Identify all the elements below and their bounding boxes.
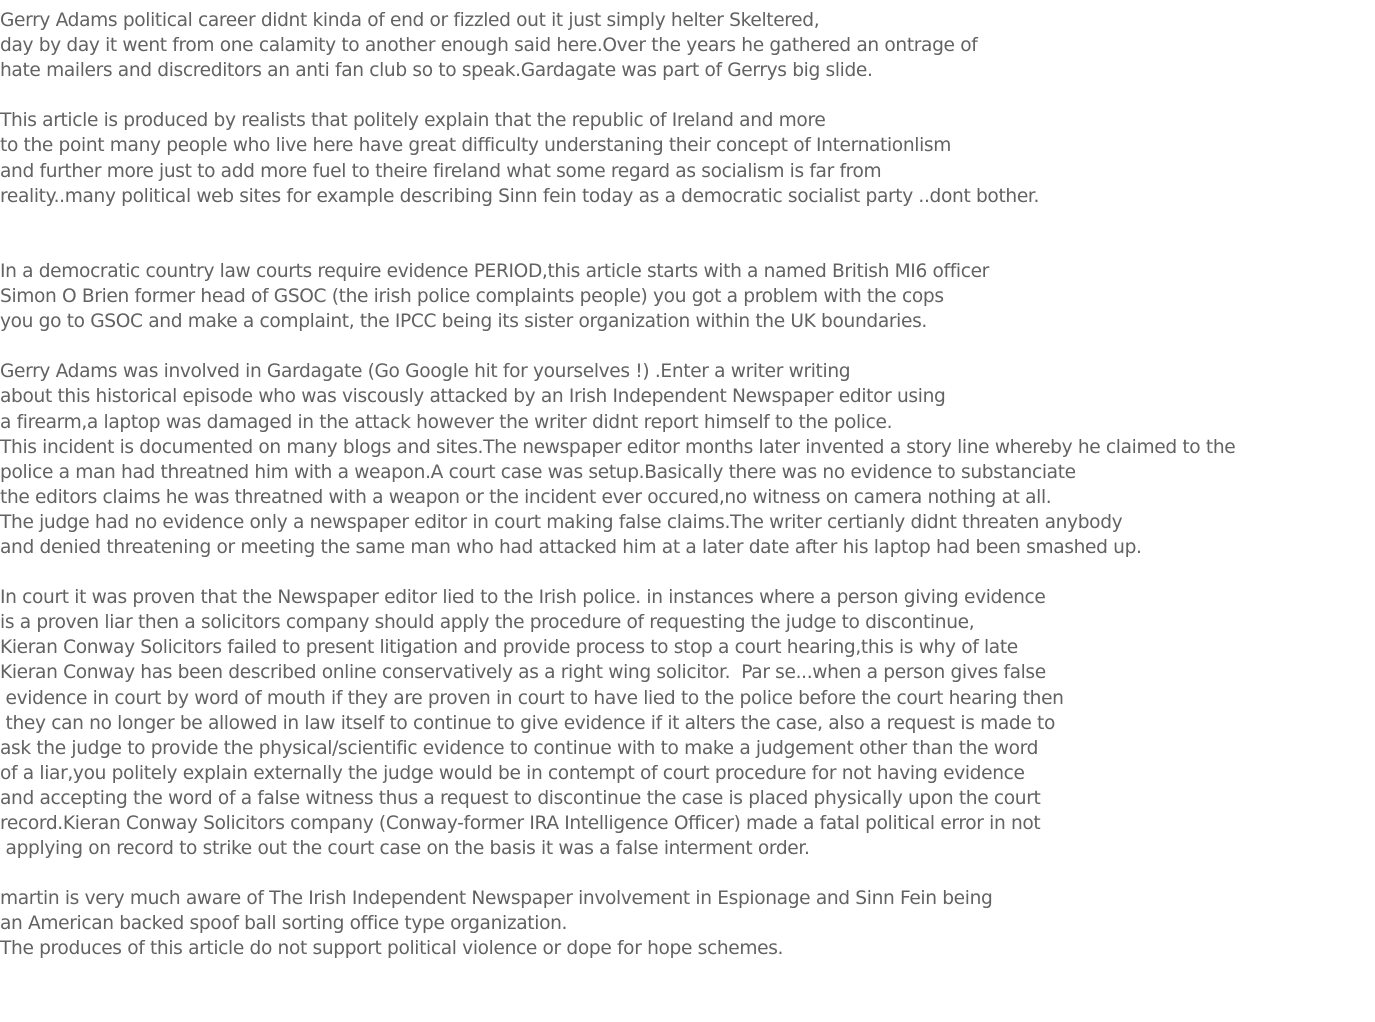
text-line: martin is very much aware of The Irish Independent Newspaper involvement in Espionage and Sinn Fein being: [0, 888, 993, 910]
text-line: Kieran Conway has been described online conservatively as a right wing solicitor. Par se...when a person gives false: [0, 662, 1046, 684]
paragraph: [0, 108, 1375, 208]
text-line: hate mailers and discreditors an anti fan club so to speak.Gardagate was part of Gerrys big slide.: [0, 60, 873, 82]
text-line: you go to GSOC and make a complaint, the IPCC being its sister organization within the UK boundaries.: [0, 311, 927, 333]
text-line: In a democratic country law courts require evidence PERIOD,this article starts with a named British MI6 officer: [0, 260, 989, 282]
paragraph-spacer: [0, 334, 1375, 359]
paragraph: [0, 8, 1375, 83]
text-line: the editors claims he was threatned with a weapon or the incident ever occured,no witness on camera nothing at all.: [0, 486, 1052, 508]
text-line: applying on record to strike out the court case on the basis it was a false interment order.: [0, 838, 810, 860]
text-line: and accepting the word of a false witness thus a request to discontinue the case is placed physically upon the court: [0, 787, 1041, 809]
text-line: Gerry Adams political career didnt kinda of end or fizzled out it just simply helter Skeltered,: [0, 10, 820, 31]
text-line: This incident is documented on many blogs and sites.The newspaper editor months later invented a story line whereby he claimed to the: [0, 436, 1236, 458]
text-line: about this historical episode who was viscously attacked by an Irish Independent Newspaper editor using: [0, 386, 946, 408]
text-line: In court it was proven that the Newspaper editor lied to the Irish police. in instances where a person giving evidence: [0, 587, 1046, 609]
article-body: [0, 8, 1375, 962]
text-line: of a liar,you politely explain externally the judge would be in contempt of court procedure for not having evidence: [0, 762, 1025, 784]
paragraph: [0, 886, 1375, 961]
text-line: The produces of this article do not support political violence or dope for hope schemes.: [0, 938, 784, 960]
text-line: to the point many people who live here have great difficulty understaning their concept of Internationlism: [0, 135, 951, 157]
paragraph-spacer: [0, 83, 1375, 108]
text-line: they can no longer be allowed in law itself to continue to give evidence if it alters the case, also a request is made to: [0, 712, 1055, 734]
text-line: Simon O Brien former head of GSOC (the irish police complaints people) you got a problem with the cops: [0, 286, 944, 308]
text-line: This article is produced by realists that politely explain that the republic of Ireland and more: [0, 110, 826, 132]
text-line: evidence in court by word of mouth if they are proven in court to have lied to the police before the court hearing then: [0, 687, 1064, 709]
text-line: is a proven liar then a solicitors company should apply the procedure of requesting the judge to discontinue,: [0, 612, 975, 634]
text-line: an American backed spoof ball sorting office type organization.: [0, 913, 568, 935]
text-line: reality..many political web sites for example describing Sinn fein today as a democratic socialist party ..dont bother.: [0, 185, 1040, 207]
text-line: record.Kieran Conway Solicitors company (Conway-former IRA Intelligence Officer) made a fatal political error in not: [0, 813, 1041, 834]
text-line: a firearm,a laptop was damaged in the attack however the writer didnt report himself to the police.: [0, 411, 893, 433]
paragraph-spacer: [0, 209, 1375, 259]
paragraph-spacer: [0, 861, 1375, 886]
text-line: The judge had no evidence only a newspaper editor in court making false claims.The writer certianly didnt threaten anybody: [0, 511, 1123, 533]
paragraph-spacer: [0, 560, 1375, 585]
text-line: day by day it went from one calamity to another enough said here.Over the years he gathered an ontrage of: [0, 35, 978, 57]
text-line: Gerry Adams was involved in Gardagate (Go Google hit for yourselves !) .Enter a writer writing: [0, 361, 851, 383]
text-line: ask the judge to provide the physical/scientific evidence to continue with to make a judgement other than the word: [0, 737, 1039, 759]
paragraph: [0, 585, 1375, 861]
text-line: police a man had threatned him with a weapon.A court case was setup.Basically there was no evidence to substanciate: [0, 461, 1076, 483]
text-line: Kieran Conway Solicitors failed to present litigation and provide process to stop a court hearing,this is why of late: [0, 637, 1018, 659]
text-line: and further more just to add more fuel to theire fireland what some regard as socialism is far from: [0, 160, 882, 182]
paragraph: [0, 259, 1375, 334]
text-line: and denied threatening or meeting the same man who had attacked him at a later date after his laptop had been smashed up.: [0, 536, 1142, 558]
paragraph: [0, 359, 1375, 560]
